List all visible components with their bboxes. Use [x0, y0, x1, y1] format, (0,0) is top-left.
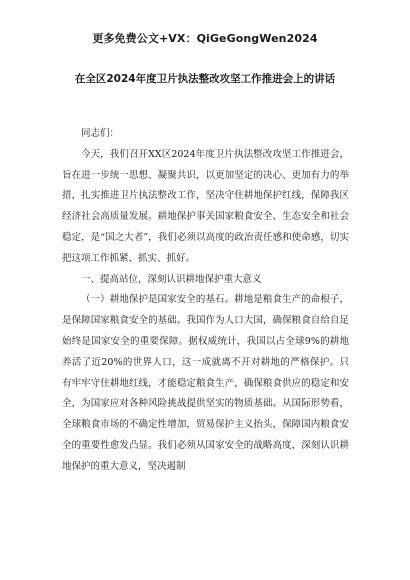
promo-header: 更多免费公文+VX：QiGeGongWen2024: [92, 32, 318, 45]
section-heading-1: 一、提高站位，深刻认识耕地保护重大意义: [81, 273, 262, 285]
document-body: [62, 124, 349, 478]
document-title: 在全区2024年度卫片执法整改攻坚工作推进会上的讲话: [74, 73, 336, 85]
paragraph-intro: 今天，我们召开XX区2024年度卫片执法整改攻坚工作推进会，旨在进一步统一思想、凝聚共识，以更加坚定的决心、更加有力的举措，扎实推进卫片执法整改工作，坚决守住耕地保护红线，保障我区经济社会高质量发展。耕地保护事关国家粮食安全、生态安全和社会稳定，是“国之大者”，我们必须以高度的政治责任感和使命感，切实把这项工作抓紧、抓实、抓好。: [62, 148, 349, 264]
greeting: 同志们：: [81, 128, 120, 139]
paragraph-1-1: （一）耕地保护是国家安全的基石。耕地是粮食生产的命根子，是保障国家粮食安全的基础。我国作为人口大国，确保粮食自给自足始终是国家安全的重要保障。据权威统计，我国以占全球9%的耕地养活了近20%的世界人口，这一成就离不开对耕地的严格保护。只有牢牢守住耕地红线，才能稳定粮食生产，确保粮食供应的稳定和安全，为国家应对各种风险挑战提供坚实的物质基础。从国际形势看，全球粮食市场的不确定性增加，贸易保护主义抬头，保障国内粮食安全的重要性愈发凸显。我们必须从国家安全的战略高度，深刻认识耕地保护的重大意义，坚决遏制: [62, 294, 349, 472]
